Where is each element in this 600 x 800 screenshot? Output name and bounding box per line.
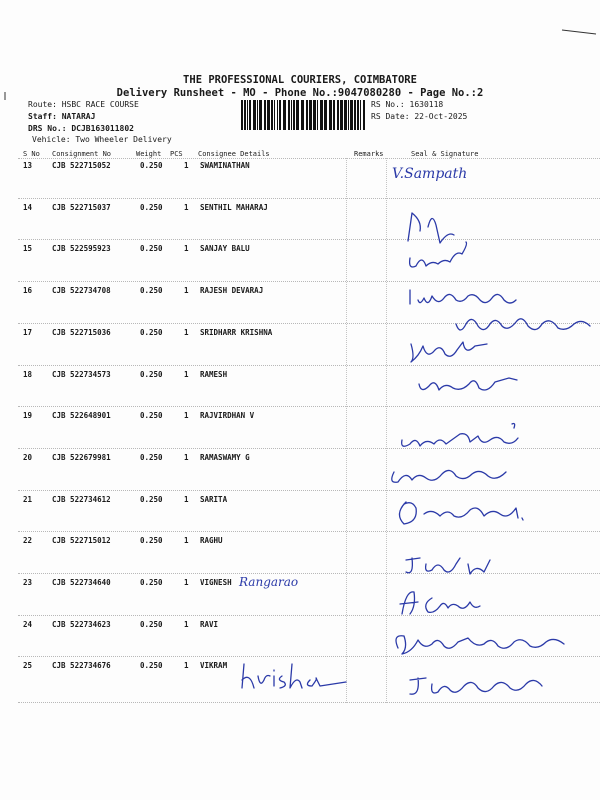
barcode-bar	[283, 100, 286, 130]
barcode-bar	[360, 100, 361, 130]
row-consignment-no: CJB 522715036	[52, 328, 111, 337]
row-consignee: VIGNESH	[200, 578, 232, 587]
barcode-bar	[340, 100, 343, 130]
scan-mark	[560, 26, 600, 40]
handwritten-note-row-23	[239, 571, 298, 590]
barcode-bar	[309, 100, 312, 130]
barcode-bar	[357, 100, 359, 130]
company-title: THE PROFESSIONAL COURIERS, COIMBATORE	[183, 74, 417, 86]
barcode-bar	[293, 100, 295, 130]
barcode-bar	[291, 100, 292, 130]
row-weight: 0.250	[140, 244, 163, 253]
row-weight: 0.250	[140, 578, 163, 587]
col-sno: S No	[23, 150, 40, 158]
barcode-bar	[363, 100, 365, 130]
barcode-bar	[249, 100, 251, 130]
barcode-bar	[277, 100, 278, 130]
row-sno: 17	[23, 328, 33, 337]
row-consignee: SRIDHARR KRISHNA	[200, 328, 273, 337]
barcode-bar	[267, 100, 270, 130]
row-pcs: 1	[184, 203, 189, 212]
barcode-bar	[296, 100, 299, 130]
handwritten-note-row-25	[236, 660, 356, 694]
row-separator	[18, 573, 600, 574]
row-weight: 0.250	[140, 536, 163, 545]
handwritten-signature-text: V.Sampath	[392, 166, 468, 182]
row-sno: 24	[23, 620, 33, 629]
row-separator	[18, 198, 600, 199]
row-consignee: SARITA	[200, 495, 228, 504]
row-separator	[18, 281, 600, 282]
barcode-bar	[320, 100, 323, 130]
row-consignment-no: CJB 522734623	[52, 620, 111, 629]
barcode-bar	[264, 100, 266, 130]
barcode-bar	[333, 100, 335, 130]
handwritten-note-text	[236, 664, 240, 665]
row-consignee: RAJESH DEVARAJ	[200, 286, 264, 295]
row-sno: 21	[23, 495, 33, 504]
row-pcs: 1	[184, 328, 189, 337]
row-sno: 23	[23, 578, 33, 587]
barcode-bar	[329, 100, 332, 130]
row-consignment-no: CJB 522648901	[52, 411, 111, 420]
staff-label: Staff: NATARAJ	[28, 112, 96, 121]
row-sno: 25	[23, 661, 33, 670]
row-separator	[18, 490, 600, 491]
row-weight: 0.250	[140, 161, 163, 170]
rs-number: RS No.: 1630118	[371, 100, 444, 109]
row-separator	[18, 365, 600, 366]
row-sno: 22	[23, 536, 33, 545]
row-separator	[18, 615, 600, 616]
row-sno: 19	[23, 411, 33, 420]
signature-row-18	[413, 370, 523, 400]
row-sno: 15	[23, 244, 33, 253]
row-consignment-no: CJB 522734676	[52, 661, 111, 670]
barcode-bar	[301, 100, 304, 130]
signature-row-22	[398, 550, 508, 580]
row-consignee: RAJVIRDHAN V	[200, 411, 255, 420]
row-pcs: 1	[184, 661, 189, 670]
row-consignee: RAGHU	[200, 536, 223, 545]
drs-label: DRS No.: DCJB163011802	[28, 124, 134, 133]
row-consignee: SENTHIL MAHARAJ	[200, 203, 268, 212]
col-seal-signature: Seal & Signature	[411, 150, 479, 158]
signature-row-23	[394, 584, 504, 620]
row-weight: 0.250	[140, 453, 163, 462]
row-pcs: 1	[184, 411, 189, 420]
barcode-bar	[274, 100, 275, 130]
row-consignment-no: CJB 522715052	[52, 161, 111, 170]
signature-row-21	[392, 494, 532, 530]
signature-row-25	[402, 670, 552, 704]
row-sno: 13	[23, 161, 33, 170]
row-consignment-no: CJB 522734640	[52, 578, 111, 587]
row-consignment-no: CJB 522734612	[52, 495, 111, 504]
row-consignment-no: CJB 522679981	[52, 453, 111, 462]
signature-row-15	[404, 240, 474, 276]
row-consignee: SWAMINATHAN	[200, 161, 250, 170]
barcode-bar	[244, 100, 246, 130]
barcode-bar	[279, 100, 281, 130]
col-consignee: Consignee Details	[198, 150, 270, 158]
row-pcs: 1	[184, 578, 189, 587]
row-consignment-no: CJB 522715012	[52, 536, 111, 545]
barcode-bar	[247, 100, 248, 130]
barcode-bar	[288, 100, 290, 130]
signature-row-13	[392, 161, 467, 180]
barcode-bar	[348, 100, 349, 130]
row-consignee: RAMESH	[200, 370, 228, 379]
rs-date: RS Date: 22-Oct-2025	[371, 112, 468, 121]
signature-row-16	[404, 284, 534, 312]
row-pcs: 1	[184, 161, 189, 170]
row-pcs: 1	[184, 244, 189, 253]
row-pcs: 1	[184, 620, 189, 629]
row-sno: 18	[23, 370, 33, 379]
barcode-bar	[344, 100, 347, 130]
row-weight: 0.250	[140, 411, 163, 420]
barcode-bar	[253, 100, 256, 130]
barcode-bar	[337, 100, 339, 130]
barcode-bar	[354, 100, 356, 130]
row-weight: 0.250	[140, 203, 163, 212]
barcode-bar	[241, 100, 243, 130]
handwritten-note-text: Rangarao	[239, 575, 299, 589]
row-consignee: RAMASWAMY G	[200, 453, 250, 462]
header-rule	[18, 158, 600, 159]
barcode-bar	[306, 100, 308, 130]
barcode-bar	[317, 100, 318, 130]
row-separator	[18, 531, 600, 532]
signature-row-20	[384, 460, 524, 490]
col-consignment: Consignment No	[52, 150, 112, 158]
row-weight: 0.250	[140, 495, 163, 504]
row-consignment-no: CJB 522715037	[52, 203, 111, 212]
barcode-bar	[257, 100, 258, 130]
barcode-bar	[313, 100, 316, 130]
row-consignment-no: CJB 522734708	[52, 286, 111, 295]
row-consignment-no: CJB 522595923	[52, 244, 111, 253]
signature-row-17	[405, 336, 495, 366]
row-pcs: 1	[184, 536, 189, 545]
row-sno: 20	[23, 453, 33, 462]
route-label: Route: HSBC RACE COURSE	[28, 100, 139, 109]
barcode-bar	[259, 100, 262, 130]
col-pcs: PCS	[170, 150, 183, 158]
row-sno: 14	[23, 203, 33, 212]
col-weight: Weight	[136, 150, 162, 158]
row-weight: 0.250	[140, 661, 163, 670]
row-weight: 0.250	[140, 370, 163, 379]
row-consignee: VIKRAM	[200, 661, 228, 670]
row-sno: 16	[23, 286, 33, 295]
signature-row-24	[388, 626, 572, 660]
row-consignee: RAVI	[200, 620, 219, 629]
signature-row-19	[394, 418, 534, 454]
row-weight: 0.250	[140, 286, 163, 295]
barcode-bar	[350, 100, 353, 130]
row-pcs: 1	[184, 370, 189, 379]
barcode-bar	[324, 100, 327, 130]
row-weight: 0.250	[140, 620, 163, 629]
row-pcs: 1	[184, 286, 189, 295]
col-remarks: Remarks	[354, 150, 384, 158]
barcode	[241, 100, 367, 130]
row-weight: 0.250	[140, 328, 163, 337]
vehicle-label: Vehicle: Two Wheeler Delivery	[32, 135, 172, 144]
row-consignment-no: CJB 522734573	[52, 370, 111, 379]
row-separator	[18, 239, 600, 240]
row-pcs: 1	[184, 453, 189, 462]
barcode-bar	[271, 100, 273, 130]
row-consignee: SANJAY BALU	[200, 244, 250, 253]
runsheet-subtitle: Delivery Runsheet - MO - Phone No.:9047080280 - Page No.:2	[116, 87, 484, 99]
row-pcs: 1	[184, 495, 189, 504]
row-separator	[18, 406, 600, 407]
